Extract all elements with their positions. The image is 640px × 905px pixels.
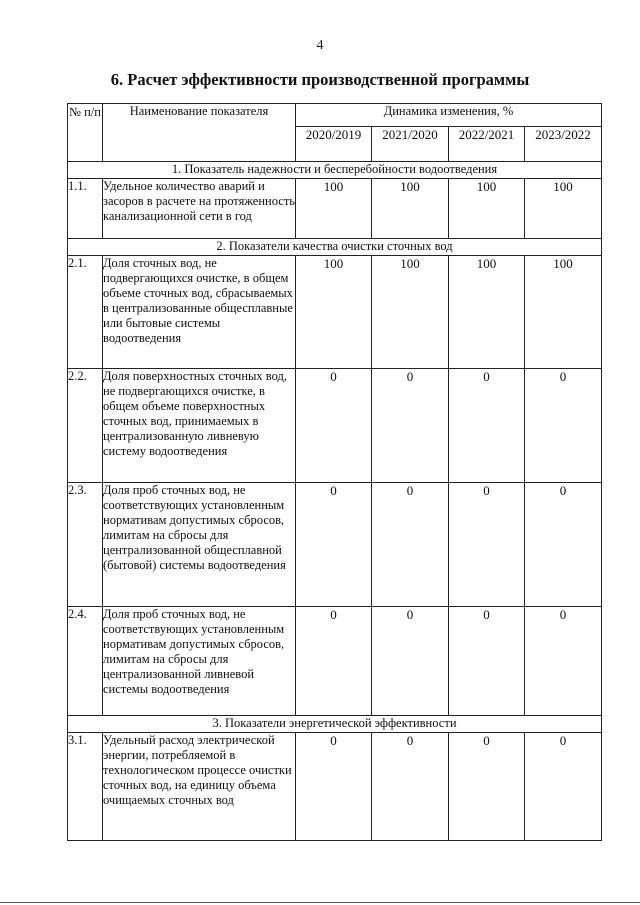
value-cell: 0 (449, 607, 525, 716)
row-number: 2.1. (68, 256, 103, 369)
value-cell: 0 (372, 733, 449, 841)
value-cell: 0 (525, 733, 602, 841)
row-number: 2.3. (68, 483, 103, 607)
indicator-name: Удельный расход электрической энергии, потребляемой в технологическом процессе очистки сточных вод, на единицу объема очищаемых сточных вод (103, 733, 296, 841)
header-dynamics: Динамика изменения, % (296, 104, 602, 127)
header-year: 2020/2019 (296, 127, 372, 162)
section-title: 3. Показатели энергетической эффективности (68, 716, 602, 733)
section-title: 1. Показатель надежности и бесперебойности водоотведения (68, 162, 602, 179)
table-row (68, 607, 602, 716)
table-row (68, 369, 602, 483)
value-cell: 100 (449, 256, 525, 369)
value-cell: 0 (525, 369, 602, 483)
table-row (68, 733, 602, 841)
value-cell: 100 (296, 179, 372, 239)
value-cell: 0 (296, 607, 372, 716)
row-number: 2.4. (68, 607, 103, 716)
value-cell: 0 (449, 483, 525, 607)
value-cell: 0 (525, 483, 602, 607)
section-title: 2. Показатели качества очистки сточных вод (68, 239, 602, 256)
indicator-name: Доля проб сточных вод, не соответствующих установленным нормативам допустимых сбросов, лимитам на сбросы для централизованной общесплавной (бытовой) системы водоотведения (103, 483, 296, 607)
value-cell: 0 (525, 607, 602, 716)
value-cell: 100 (449, 179, 525, 239)
table-row (68, 256, 602, 369)
section-row (68, 716, 602, 733)
value-cell: 0 (296, 369, 372, 483)
page-number: 4 (316, 38, 324, 53)
row-number: 1.1. (68, 179, 103, 239)
value-cell: 0 (449, 733, 525, 841)
value-cell: 100 (525, 256, 602, 369)
row-number: 3.1. (68, 733, 103, 841)
value-cell: 0 (449, 369, 525, 483)
section-row (68, 239, 602, 256)
value-cell: 0 (296, 733, 372, 841)
header-year: 2022/2021 (449, 127, 525, 162)
table-row (68, 483, 602, 607)
row-number: 2.2. (68, 369, 103, 483)
section-row (68, 162, 602, 179)
indicator-name: Доля проб сточных вод, не соответствующих установленным нормативам допустимых сбросов, лимитам на сбросы для централизованной ливневой системы водоотведения (103, 607, 296, 716)
value-cell: 100 (372, 179, 449, 239)
indicator-name: Доля сточных вод, не подвергающихся очистке, в общем объеме сточных вод, сбрасываемых в централизованные общесплавные или бытовые системы водоотведения (103, 256, 296, 369)
indicator-name: Доля поверхностных сточных вод, не подвергающихся очистке, в общем объеме поверхностных сточных вод, принимаемых в централизованную ливневую систему водоотведения (103, 369, 296, 483)
value-cell: 100 (372, 256, 449, 369)
header-indicator-name: Наименование показателя (103, 104, 296, 162)
value-cell: 0 (372, 369, 449, 483)
efficiency-table (67, 103, 602, 841)
indicator-name: Удельное количество аварий и засоров в расчете на протяженность канализационной сети в год (103, 179, 296, 239)
header-year: 2021/2020 (372, 127, 449, 162)
table-row (68, 179, 602, 239)
value-cell: 0 (372, 607, 449, 716)
header-year: 2023/2022 (525, 127, 602, 162)
header-num: № п/п (68, 104, 103, 162)
value-cell: 0 (372, 483, 449, 607)
page-edge-divider (0, 902, 640, 903)
page-title: 6. Расчет эффективности производственной программы (110, 70, 530, 89)
value-cell: 100 (296, 256, 372, 369)
value-cell: 0 (296, 483, 372, 607)
value-cell: 100 (525, 179, 602, 239)
